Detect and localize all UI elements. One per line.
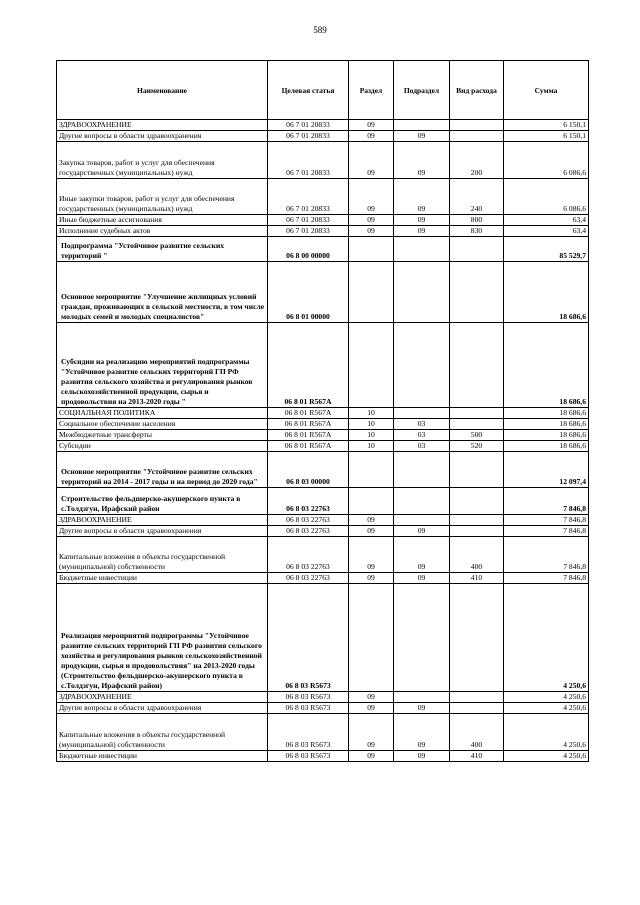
- row-subsection: 03: [394, 441, 450, 452]
- row-expense-type: 500: [450, 430, 504, 441]
- row-name: Основное мероприятие "Устойчивое развитие сельских территорий на 2014 - 2017 годы и на период до 2020 года": [57, 452, 268, 488]
- table-row: [57, 237, 589, 262]
- row-section: 10: [349, 408, 394, 419]
- row-section: 09: [349, 573, 394, 584]
- row-sum: 4 250,6: [504, 714, 589, 751]
- row-sum: 18 686,6: [504, 441, 589, 452]
- table-row: [57, 262, 589, 323]
- row-expense-type: 400: [450, 714, 504, 751]
- row-code: 06 8 03 22763: [268, 488, 349, 515]
- table-row: [57, 714, 589, 751]
- header-expense-type: Вид расхода: [450, 61, 504, 120]
- row-code: 06 7 01 20833: [268, 131, 349, 142]
- row-name: Строительство фельдшерско-акушерского пункта в с.Толдзгун, Ирафский район: [57, 488, 268, 515]
- row-name: Субсидии на реализацию мероприятий подпрограммы "Устойчивое развитие сельских территорий ГП РФ развития сельского хозяйства и регулирования рынков сельскохозяйственной продукции, сырья и продовольствия на 2013-2020 годы ": [57, 323, 268, 408]
- table-row: [57, 226, 589, 237]
- row-code: 06 8 03 R5673: [268, 751, 349, 762]
- row-code: 06 8 03 R5673: [268, 714, 349, 751]
- row-subsection: 09: [394, 142, 450, 179]
- row-sum: 12 097,4: [504, 452, 589, 488]
- row-expense-type: 800: [450, 215, 504, 226]
- table-row: [57, 323, 589, 408]
- row-sum: 6 086,6: [504, 179, 589, 215]
- table-row: [57, 430, 589, 441]
- row-expense-type: 200: [450, 142, 504, 179]
- row-section: 09: [349, 215, 394, 226]
- row-name: Другие вопросы в области здравоохранения: [57, 131, 268, 142]
- row-sum: 18 686,6: [504, 262, 589, 323]
- row-name: Исполнение судебных актов: [57, 226, 268, 237]
- row-code: 06 8 03 22763: [268, 526, 349, 537]
- row-subsection: 09: [394, 537, 450, 573]
- row-expense-type: [450, 515, 504, 526]
- row-name: Реализация мероприятий подпрограммы "Устойчивое развитие сельских территорий ГП РФ развития сельского хозяйства и регулирования рынков сельскохозяйственной продукции, сырья и продовольствия" на 2013-2020 годы (Строительство фельдшерско-акушерского пункта в с.Толдзгун, Ирафский район): [57, 584, 268, 692]
- row-name: Капитальные вложения в объекты государственной (муниципальной) собственности: [57, 714, 268, 751]
- row-sum: 18 686,6: [504, 419, 589, 430]
- row-sum: 18 686,6: [504, 408, 589, 419]
- row-code: 06 7 01 20833: [268, 226, 349, 237]
- row-name: Основное мероприятие "Улучшение жилищных условий граждан, проживающих в сельской местности, в том числе молодых семей и молодых специалистов": [57, 262, 268, 323]
- row-code: 06 8 03 R5673: [268, 584, 349, 692]
- row-code: 06 7 01 20833: [268, 215, 349, 226]
- row-code: 06 7 01 20833: [268, 179, 349, 215]
- row-sum: 4 250,6: [504, 692, 589, 703]
- row-expense-type: [450, 703, 504, 714]
- table-row: [57, 692, 589, 703]
- row-name: ЗДРАВООХРАНЕНИЕ: [57, 515, 268, 526]
- row-sum: 6 150,1: [504, 131, 589, 142]
- row-subsection: 09: [394, 703, 450, 714]
- row-subsection: 09: [394, 573, 450, 584]
- row-sum: 85 529,7: [504, 237, 589, 262]
- row-code: 06 8 01 R567A: [268, 408, 349, 419]
- row-section: 09: [349, 226, 394, 237]
- row-section: 09: [349, 179, 394, 215]
- row-name: Подпрограмма "Устойчивое развитие сельских территорий ": [57, 237, 268, 262]
- row-code: 06 8 03 22763: [268, 515, 349, 526]
- header-section: Раздел: [349, 61, 394, 120]
- table-row: [57, 526, 589, 537]
- row-section: 09: [349, 142, 394, 179]
- row-code: 06 8 03 22763: [268, 537, 349, 573]
- row-section: 09: [349, 131, 394, 142]
- row-code: 06 8 01 R567A: [268, 441, 349, 452]
- row-section: 10: [349, 419, 394, 430]
- row-name: Иные закупки товаров, работ и услуг для обеспечения государственных (муниципальных) нужд: [57, 179, 268, 215]
- page-number: 589: [313, 25, 327, 35]
- row-expense-type: [450, 419, 504, 430]
- row-name: СОЦИАЛЬНАЯ ПОЛИТИКА: [57, 408, 268, 419]
- table-row: [57, 751, 589, 762]
- budget-table: [56, 60, 589, 762]
- row-sum: 6 086,6: [504, 142, 589, 179]
- row-sum: 18 686,6: [504, 430, 589, 441]
- row-section: 10: [349, 441, 394, 452]
- row-name: Социальное обеспечение населения: [57, 419, 268, 430]
- row-expense-type: [450, 408, 504, 419]
- row-subsection: 03: [394, 430, 450, 441]
- row-code: 06 8 01 00000: [268, 262, 349, 323]
- row-sum: 7 846,8: [504, 526, 589, 537]
- table-row: [57, 515, 589, 526]
- row-name: Другие вопросы в области здравоохранения: [57, 526, 268, 537]
- row-subsection: 09: [394, 131, 450, 142]
- table-row: [57, 179, 589, 215]
- row-name: Межбюджетные трансферты: [57, 430, 268, 441]
- header-code: Целевая статья: [268, 61, 349, 120]
- row-section: 09: [349, 120, 394, 131]
- row-expense-type: [450, 120, 504, 131]
- table-row: [57, 408, 589, 419]
- row-expense-type: [450, 452, 504, 488]
- row-name: Субсидии: [57, 441, 268, 452]
- row-section: [349, 452, 394, 488]
- row-subsection: 09: [394, 179, 450, 215]
- row-subsection: [394, 515, 450, 526]
- row-sum: 63,4: [504, 226, 589, 237]
- row-name: Закупка товаров, работ и услуг для обеспечения государственных (муниципальных) нужд: [57, 142, 268, 179]
- row-code: 06 8 03 22763: [268, 573, 349, 584]
- row-name: Бюджетные инвестиции: [57, 573, 268, 584]
- row-code: 06 8 01 R567A: [268, 323, 349, 408]
- header-subsection: Подраздел: [394, 61, 450, 120]
- row-section: 09: [349, 515, 394, 526]
- row-code: 06 8 03 R5673: [268, 703, 349, 714]
- row-section: [349, 488, 394, 515]
- row-subsection: [394, 120, 450, 131]
- row-section: 09: [349, 692, 394, 703]
- table-row: [57, 703, 589, 714]
- row-expense-type: [450, 488, 504, 515]
- row-section: [349, 584, 394, 692]
- row-expense-type: [450, 262, 504, 323]
- row-subsection: [394, 237, 450, 262]
- row-section: 09: [349, 714, 394, 751]
- table-row: [57, 488, 589, 515]
- row-subsection: 09: [394, 751, 450, 762]
- row-subsection: [394, 488, 450, 515]
- row-subsection: [394, 452, 450, 488]
- row-section: 09: [349, 751, 394, 762]
- row-sum: 7 846,8: [504, 537, 589, 573]
- row-subsection: 09: [394, 526, 450, 537]
- row-sum: 7 846,8: [504, 488, 589, 515]
- row-expense-type: 400: [450, 537, 504, 573]
- table-row: [57, 419, 589, 430]
- row-expense-type: 410: [450, 573, 504, 584]
- row-section: [349, 237, 394, 262]
- row-expense-type: [450, 323, 504, 408]
- row-sum: 4 250,6: [504, 751, 589, 762]
- row-sum: 6 150,1: [504, 120, 589, 131]
- row-code: 06 8 01 R567A: [268, 419, 349, 430]
- row-sum: 63,4: [504, 215, 589, 226]
- table-row: [57, 584, 589, 692]
- row-name: Иные бюджетные ассигнования: [57, 215, 268, 226]
- row-section: 10: [349, 430, 394, 441]
- row-expense-type: [450, 237, 504, 262]
- row-subsection: 03: [394, 419, 450, 430]
- row-subsection: 09: [394, 226, 450, 237]
- table-row: [57, 537, 589, 573]
- row-code: 06 7 01 20833: [268, 142, 349, 179]
- row-sum: 7 846,8: [504, 515, 589, 526]
- table-row: [57, 215, 589, 226]
- table-header-row: [57, 61, 589, 120]
- row-expense-type: 240: [450, 179, 504, 215]
- table-row: [57, 452, 589, 488]
- row-name: Бюджетные инвестиции: [57, 751, 268, 762]
- row-sum: 4 250,6: [504, 584, 589, 692]
- row-code: 06 8 00 00000: [268, 237, 349, 262]
- table-row: [57, 573, 589, 584]
- row-code: 06 8 03 00000: [268, 452, 349, 488]
- row-subsection: 09: [394, 215, 450, 226]
- header-name: Наименование: [57, 61, 268, 120]
- row-expense-type: 410: [450, 751, 504, 762]
- row-subsection: [394, 692, 450, 703]
- row-sum: 4 250,6: [504, 703, 589, 714]
- row-sum: 7 846,8: [504, 573, 589, 584]
- row-section: [349, 262, 394, 323]
- row-code: 06 8 01 R567A: [268, 430, 349, 441]
- row-subsection: [394, 262, 450, 323]
- row-section: 09: [349, 537, 394, 573]
- row-code: 06 7 01 20833: [268, 120, 349, 131]
- row-expense-type: [450, 526, 504, 537]
- row-section: [349, 323, 394, 408]
- row-name: ЗДРАВООХРАНЕНИЕ: [57, 120, 268, 131]
- row-code: 06 8 03 R5673: [268, 692, 349, 703]
- row-expense-type: [450, 584, 504, 692]
- row-expense-type: [450, 692, 504, 703]
- row-name: Другие вопросы в области здравоохранения: [57, 703, 268, 714]
- row-name: ЗДРАВООХРАНЕНИЕ: [57, 692, 268, 703]
- table-row: [57, 120, 589, 131]
- row-subsection: [394, 408, 450, 419]
- row-section: 09: [349, 526, 394, 537]
- table-row: [57, 131, 589, 142]
- row-expense-type: 830: [450, 226, 504, 237]
- row-expense-type: 520: [450, 441, 504, 452]
- header-sum: Сумма: [504, 61, 589, 120]
- row-sum: 18 686,6: [504, 323, 589, 408]
- row-expense-type: [450, 131, 504, 142]
- table-row: [57, 441, 589, 452]
- row-subsection: [394, 584, 450, 692]
- row-name: Капитальные вложения в объекты государственной (муниципальной) собственности: [57, 537, 268, 573]
- table-row: [57, 142, 589, 179]
- row-section: 09: [349, 703, 394, 714]
- row-subsection: [394, 323, 450, 408]
- row-subsection: 09: [394, 714, 450, 751]
